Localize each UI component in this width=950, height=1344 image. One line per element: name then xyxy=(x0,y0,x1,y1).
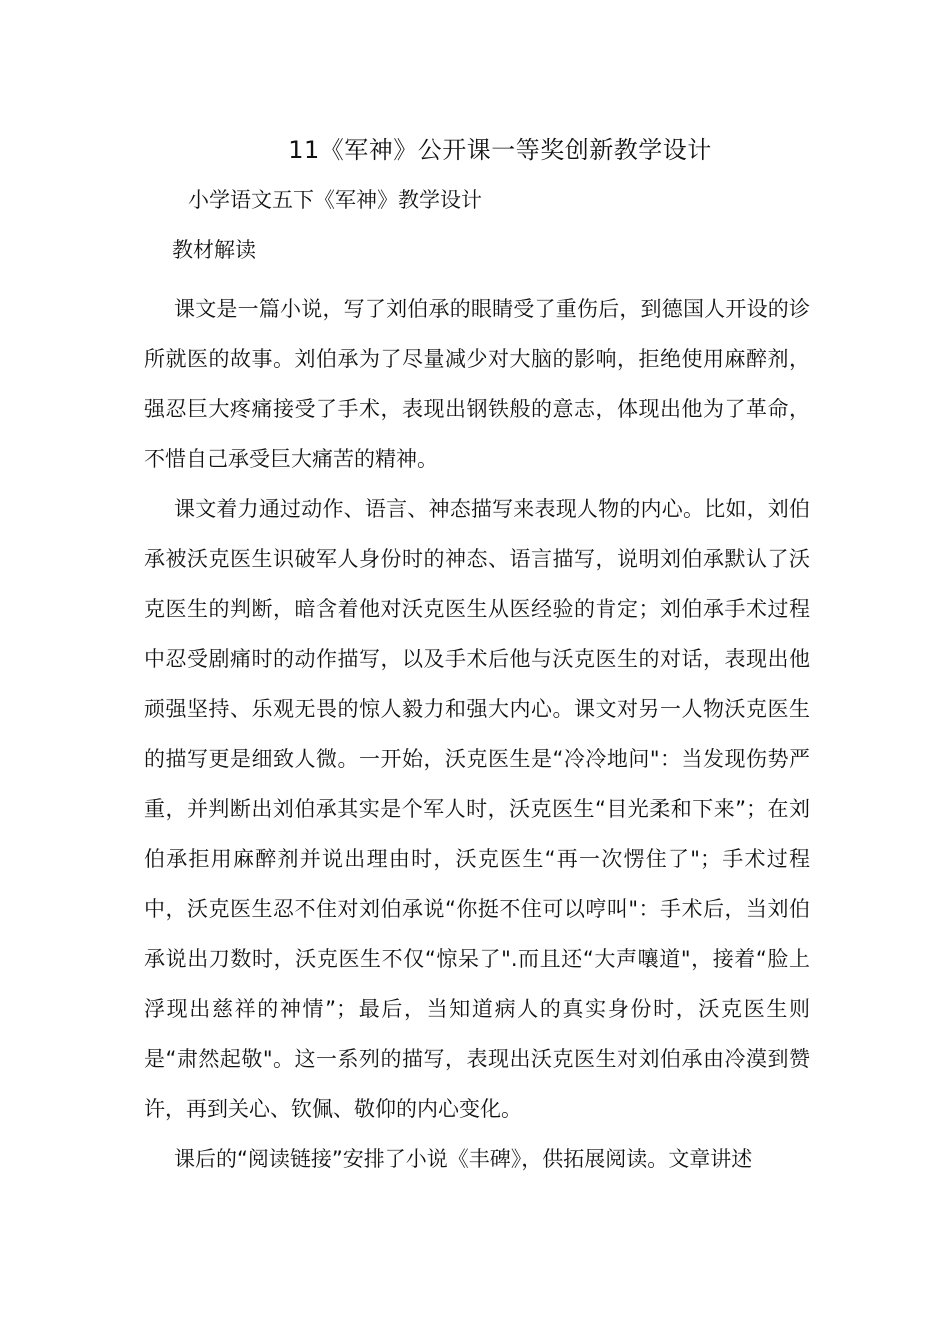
paragraph-1: 课文是一篇小说，写了刘伯承的眼睛受了重伤后，到德国人开设的诊所就医的故事。刘伯承为了尽量减少对大脑的影响，拒绝使用麻醉剂，强忍巨大疼痛接受了手术，表现出钢铁般的意志，体现出他为了革命，不惜自己承受巨大痛苦的精神。 xyxy=(144,297,810,471)
paragraph-3: 课后的“阅读链接”安排了小说《丰碑》，供拓展阅读。文章讲述 xyxy=(174,1147,753,1171)
document-subtitle: 小学语文五下《军神》教学设计 xyxy=(188,188,482,212)
section-heading: 教材解读 xyxy=(172,238,256,262)
body-text xyxy=(144,284,810,1184)
paragraph-2: 课文着力通过动作、语言、神态描写来表现人物的内心。比如，刘伯承被沃克医生识破军人身份时的神态、语言描写，说明刘伯承默认了沃克医生的判断，暗含着他对沃克医生从医经验的肯定；刘伯承手术过程中忍受剧痛时的动作描写，以及手术后他与沃克医生的对话，表现出他顽强坚持、乐观无畏的惊人毅力和强大内心。课文对另一人物沃克医生的描写更是细致人微。一开始，沃克医生是“冷冷地问"：当发现伤势严重，并判断出刘伯承其实是个军人时，沃克医生“目光柔和下来”；在刘伯承拒用麻醉剂并说出理由时，沃克医生“再一次愣住了"；手术过程中，沃克医生忍不住对刘伯承说“你挺不住可以哼叫"：手术后，当刘伯承说出刀数时，沃克医生不仅“惊呆了".而且还“大声嚷道"，接着“脸上浮现出慈祥的神情”；最后，当知道病人的真实身份时，沃克医生则是“肃然起敬"。这一系列的描写，表现出沃克医生对刘伯承由冷漠到赞许，再到关心、钦佩、敬仰的内心变化。 xyxy=(144,497,810,1121)
document-title: 11《军神》公开课一等奖创新教学设计 xyxy=(288,136,712,164)
